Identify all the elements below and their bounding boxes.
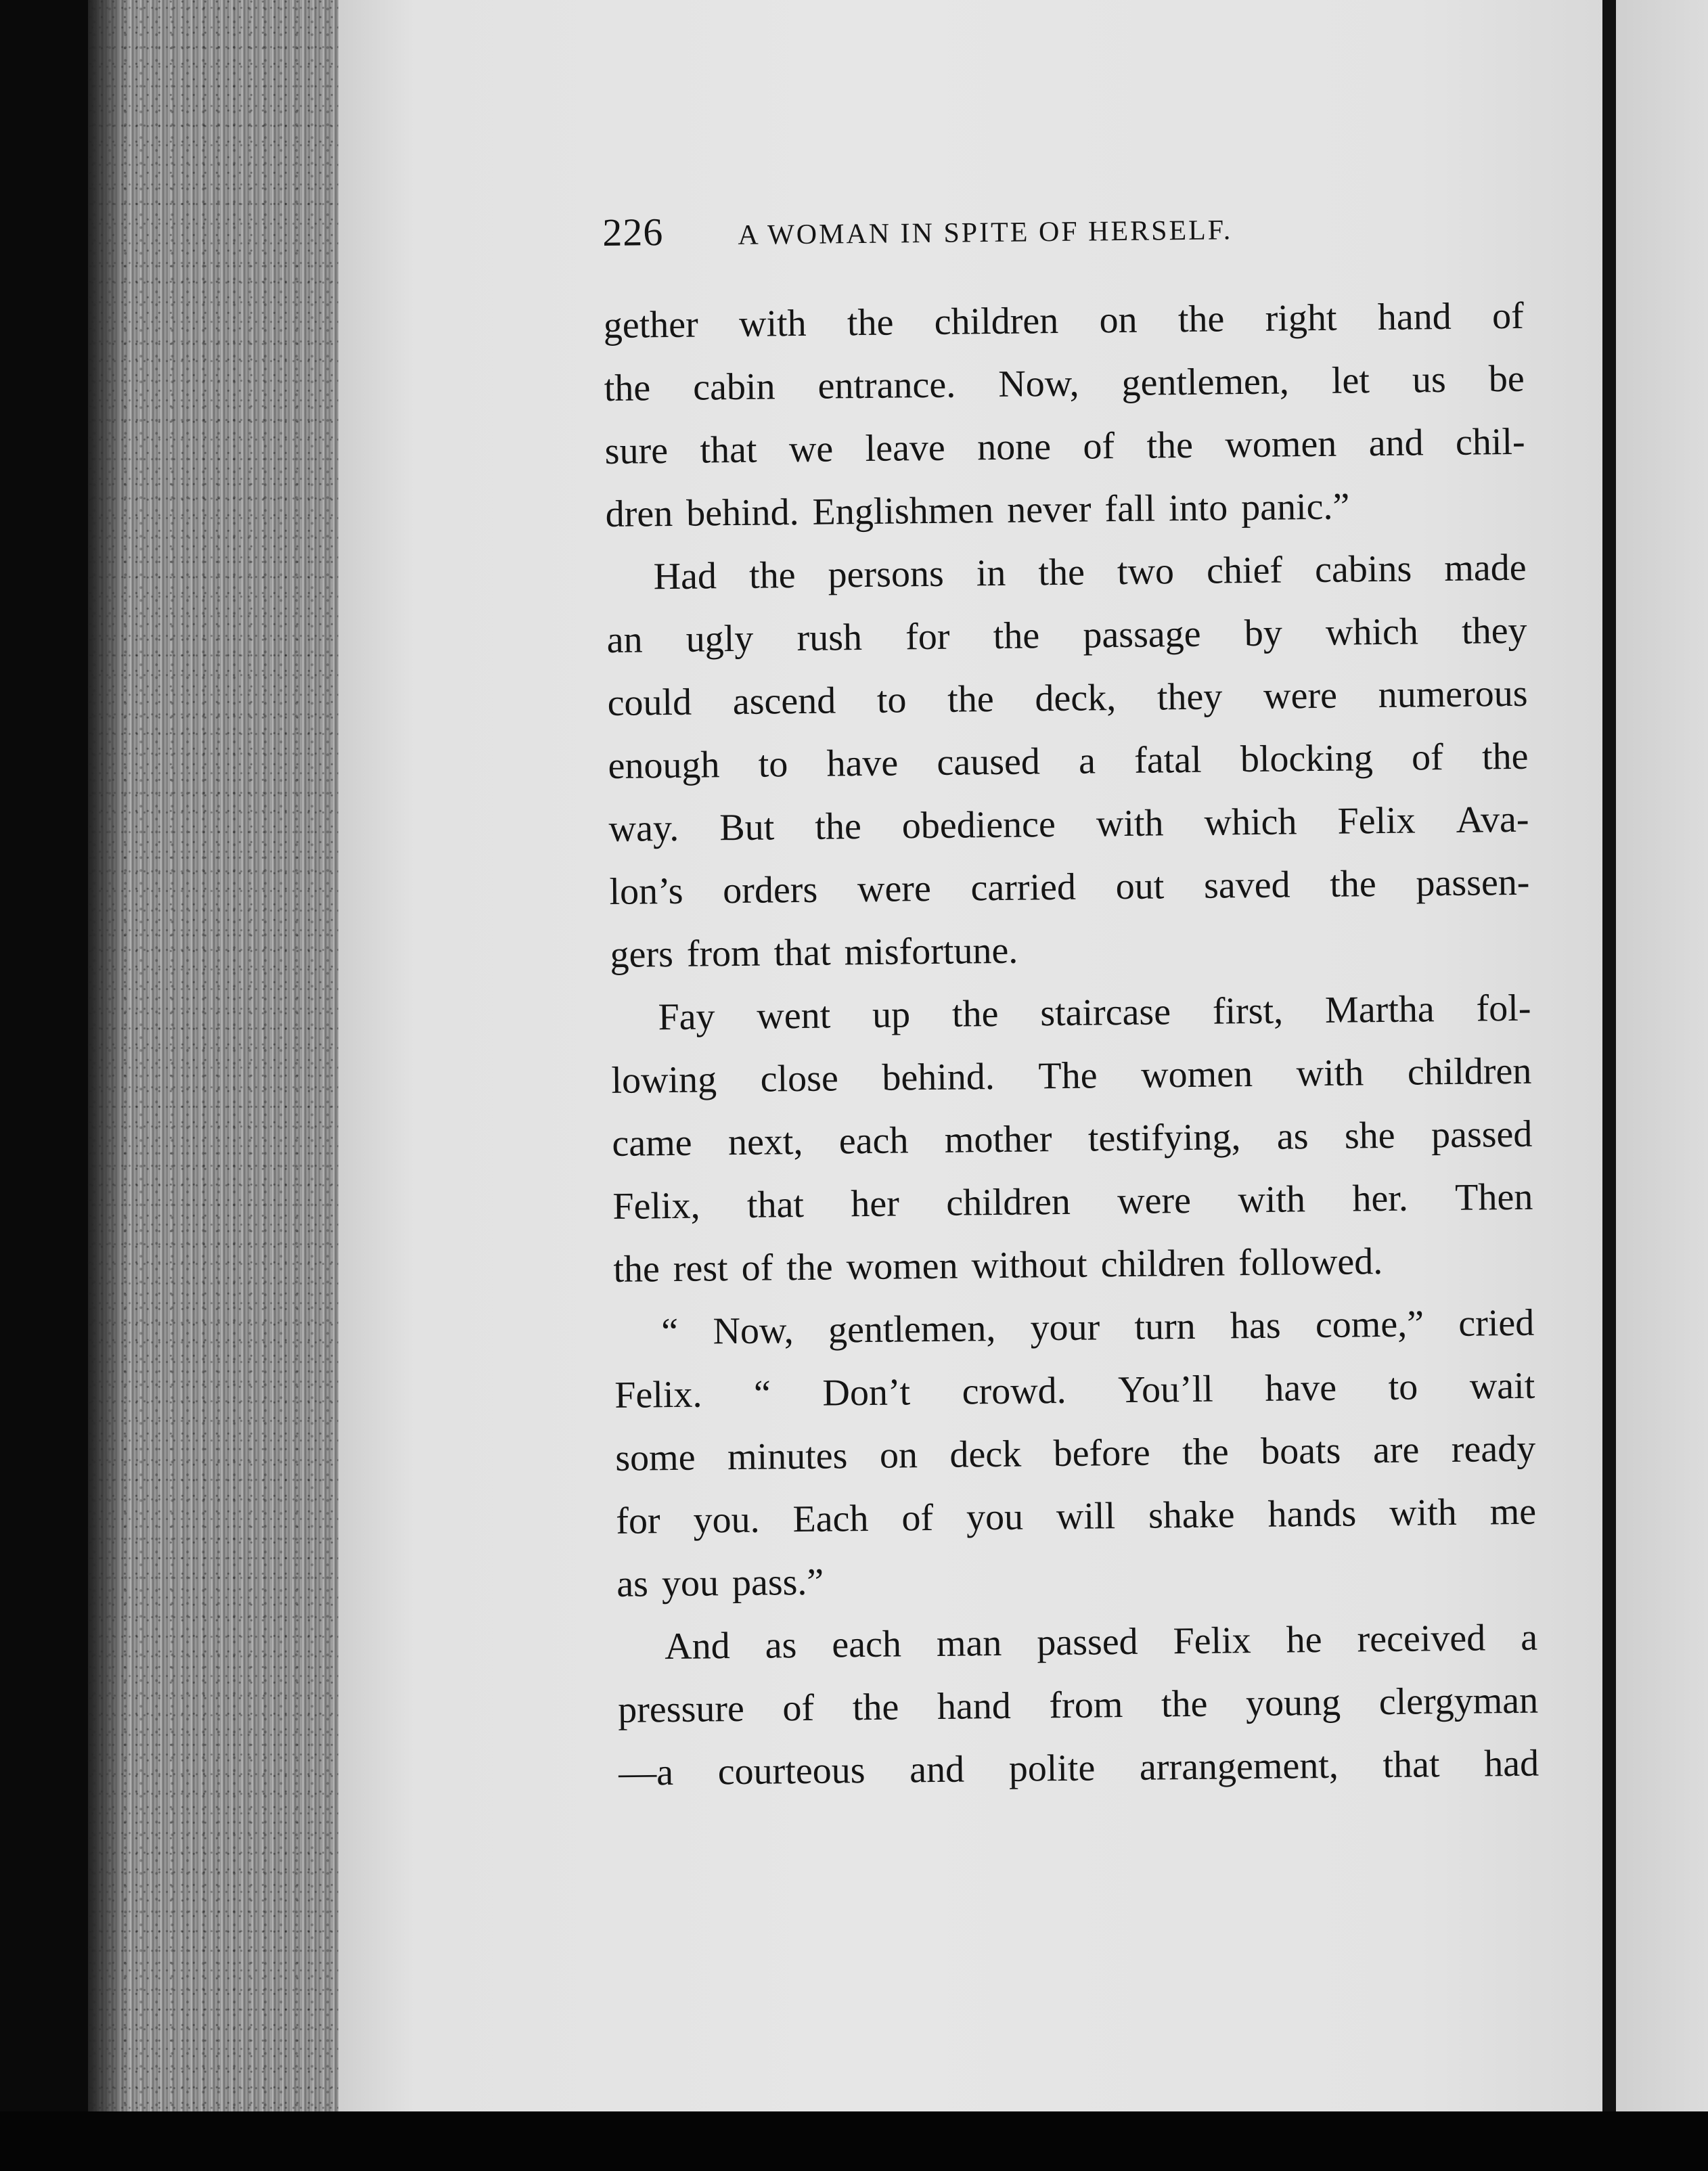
book-gutter [1602, 0, 1616, 2132]
word: on [1099, 298, 1138, 342]
word: enough [608, 744, 720, 787]
word: You’ll [1117, 1368, 1214, 1412]
word: on [879, 1434, 918, 1477]
word: of [1491, 294, 1525, 338]
word: boats [1260, 1429, 1341, 1473]
running-head [602, 200, 1523, 255]
word: her [851, 1182, 900, 1226]
text-line [608, 788, 1529, 861]
text-line [606, 600, 1527, 672]
word: lon’s [609, 870, 683, 913]
word: an [606, 619, 643, 661]
word: from [1049, 1684, 1123, 1727]
word: passed [1036, 1620, 1138, 1664]
word: —a [618, 1751, 674, 1794]
word: And [664, 1625, 731, 1668]
word: were [1263, 674, 1338, 717]
word: be [1488, 357, 1525, 401]
word: of [901, 1496, 934, 1540]
word: two [1117, 550, 1175, 594]
word: caused [937, 740, 1041, 784]
word: have [1265, 1366, 1337, 1410]
text-line [609, 851, 1530, 924]
word: passage [1083, 612, 1201, 656]
word: “ [661, 1310, 679, 1353]
word: us [1412, 358, 1447, 401]
word: and [909, 1748, 965, 1791]
word: the [1182, 1431, 1229, 1474]
text-line [603, 285, 1524, 357]
word: of [1083, 425, 1115, 468]
word: none [976, 426, 1052, 469]
word: her. [1352, 1177, 1409, 1220]
word: the [947, 677, 994, 721]
word: the [847, 301, 894, 344]
word: Don’t [822, 1371, 911, 1414]
word: before [1053, 1431, 1151, 1475]
facing-page-edge [1616, 0, 1708, 2132]
word: children [1407, 1050, 1532, 1094]
word: Had [653, 555, 717, 598]
word: The [1038, 1054, 1098, 1098]
word: some [614, 1436, 696, 1479]
word: Felix [1337, 799, 1416, 843]
word: passed [1431, 1113, 1533, 1157]
word: with [738, 302, 807, 345]
word: wait [1469, 1364, 1535, 1408]
word: were [857, 867, 932, 911]
word: the [748, 554, 796, 597]
word: each [838, 1119, 909, 1163]
word: lowing [611, 1058, 717, 1102]
word: pressure [617, 1687, 745, 1731]
word: come,” [1315, 1303, 1424, 1347]
word: went [757, 994, 831, 1037]
page-edge-shadow [88, 0, 129, 2111]
word: Felix, [612, 1184, 700, 1228]
word: ascend [732, 679, 836, 723]
word: that [746, 1183, 805, 1226]
word: ready [1451, 1427, 1536, 1471]
word: the [1481, 735, 1529, 778]
word: cabins [1314, 547, 1412, 591]
text-line [617, 1607, 1538, 1679]
word: first, [1212, 989, 1284, 1033]
word: hand [937, 1684, 1012, 1728]
word: the [1146, 424, 1194, 467]
word: right [1265, 296, 1337, 340]
word: minutes [727, 1435, 848, 1479]
word: with [1096, 802, 1164, 845]
word: courteous [717, 1749, 866, 1793]
word: ugly [686, 617, 754, 661]
word: came [612, 1121, 692, 1165]
word: with [1296, 1052, 1364, 1095]
running-title: A WOMAN IN SPITE OF HERSELF. [738, 215, 1233, 251]
text-line [616, 1481, 1537, 1553]
word: received [1357, 1617, 1486, 1661]
word: are [1372, 1429, 1420, 1472]
word: me [1489, 1490, 1537, 1534]
text-line: gers from that misfortune. [610, 929, 1018, 976]
word: testifying, [1087, 1116, 1241, 1160]
word: could [607, 681, 692, 724]
word: and [1368, 422, 1424, 465]
word: to [758, 743, 788, 786]
text-line [612, 1166, 1533, 1238]
text-line [604, 411, 1525, 483]
word: were [1117, 1179, 1192, 1223]
text-line [607, 663, 1528, 735]
word: Now, [997, 362, 1079, 405]
scan-bottom-border [0, 2111, 1708, 2171]
word: by [1244, 612, 1283, 655]
word: to [876, 679, 907, 721]
word: for [905, 615, 950, 658]
word: which [1204, 801, 1297, 844]
word: of [1411, 736, 1444, 779]
word: we [788, 428, 834, 471]
word: young [1245, 1681, 1341, 1725]
word: you. [693, 1498, 760, 1542]
word: arrangement, [1139, 1744, 1339, 1789]
word: they [1461, 609, 1527, 652]
text-line [612, 1103, 1533, 1176]
word: hands [1267, 1492, 1357, 1536]
word: man [936, 1621, 1002, 1665]
text-line [614, 1292, 1535, 1364]
word: with [1238, 1178, 1306, 1222]
word: close [760, 1057, 839, 1100]
text-line [604, 348, 1525, 420]
word: the [993, 614, 1040, 657]
word: obedience [901, 803, 1056, 847]
word: women [1140, 1053, 1253, 1096]
text-line [618, 1670, 1539, 1742]
word: as [765, 1624, 797, 1667]
word: deck [949, 1433, 1022, 1476]
text-line [619, 1732, 1540, 1805]
paragraph [614, 1292, 1537, 1616]
word: which [1325, 610, 1419, 654]
word: sure [604, 430, 669, 472]
word: staircase [1039, 991, 1171, 1035]
word: they [1156, 675, 1223, 719]
paragraph [606, 537, 1531, 987]
word: you [966, 1496, 1024, 1539]
word: will [1056, 1495, 1116, 1538]
word: orders [722, 868, 818, 912]
word: cabin [692, 365, 776, 409]
paragraph [603, 285, 1526, 546]
word: crowd. [962, 1369, 1066, 1413]
word: the [1161, 1682, 1208, 1726]
word: gentlemen, [828, 1307, 996, 1351]
word: she [1344, 1114, 1395, 1157]
word: fol- [1476, 987, 1531, 1030]
page-number: 226 [602, 210, 664, 254]
text-line: dren behind. Englishmen never fall into panic.” [605, 485, 1350, 535]
word: passen- [1416, 861, 1530, 905]
word: rush [796, 617, 863, 660]
page-text-block [602, 200, 1540, 1805]
word: Ava- [1456, 798, 1529, 841]
word: Then [1454, 1176, 1533, 1219]
text-line: the rest of the women without children followed. [613, 1240, 1383, 1291]
word: the [1177, 298, 1225, 341]
word: shake [1148, 1494, 1235, 1537]
word: chil- [1455, 420, 1525, 464]
word: entrance. [817, 363, 956, 407]
word: the [1038, 551, 1085, 594]
word: that [700, 428, 757, 472]
word: persons [828, 552, 945, 596]
word: of [782, 1686, 815, 1730]
word: out [1115, 865, 1165, 908]
word: as [1276, 1115, 1309, 1158]
word: Now, [713, 1310, 794, 1353]
word: cried [1458, 1301, 1535, 1345]
word: the [852, 1686, 899, 1729]
word: a [1520, 1616, 1538, 1659]
word: way. [608, 807, 679, 850]
text-line [608, 725, 1529, 798]
word: gentlemen, [1121, 360, 1290, 404]
word: the [604, 367, 651, 409]
word: next, [727, 1120, 803, 1164]
book-page-edges [88, 0, 359, 2111]
word: blocking [1240, 737, 1374, 781]
word: fatal [1133, 738, 1202, 782]
word: But [719, 806, 775, 849]
text-line [611, 1040, 1532, 1113]
word: the [951, 992, 999, 1035]
word: your [1030, 1306, 1100, 1349]
word: the [815, 805, 862, 848]
word: behind. [882, 1056, 995, 1099]
paragraph [617, 1607, 1540, 1805]
word: that [1383, 1743, 1440, 1787]
word: with [1389, 1491, 1458, 1534]
word: gether [603, 303, 699, 346]
word: made [1443, 546, 1527, 589]
word: mother [944, 1118, 1052, 1161]
word: he [1286, 1618, 1322, 1661]
word: had [1483, 1742, 1540, 1785]
word: have [826, 742, 899, 785]
text-line: as you pass.” [616, 1561, 824, 1605]
word: “ [753, 1372, 771, 1415]
word: children [934, 299, 1059, 343]
word: chief [1206, 549, 1283, 592]
word: Fay [658, 995, 715, 1039]
word: in [976, 552, 1006, 595]
word: hand [1377, 295, 1452, 339]
word: a [1078, 740, 1096, 782]
word: carried [970, 866, 1077, 910]
word: Felix. [614, 1373, 702, 1416]
word: polite [1008, 1747, 1096, 1790]
word: Each [792, 1497, 869, 1541]
word: has [1230, 1304, 1281, 1347]
word: leave [865, 426, 946, 470]
word: numerous [1378, 672, 1528, 717]
word: Martha [1324, 988, 1435, 1031]
word: children [945, 1180, 1071, 1224]
word: deck, [1035, 677, 1117, 720]
text-line [606, 537, 1527, 609]
word: turn [1134, 1305, 1196, 1348]
paragraph [610, 977, 1534, 1301]
word: let [1331, 359, 1370, 402]
word: clergyman [1378, 1679, 1539, 1724]
word: to [1388, 1366, 1418, 1408]
text-line [615, 1418, 1536, 1490]
word: the [1329, 863, 1377, 905]
word: for [615, 1500, 660, 1542]
text-line [610, 977, 1531, 1050]
word: Felix [1173, 1619, 1252, 1663]
word: women [1225, 422, 1337, 466]
word: saved [1203, 864, 1290, 907]
word: each [832, 1623, 902, 1666]
text-line [614, 1355, 1535, 1427]
word: up [872, 993, 911, 1036]
